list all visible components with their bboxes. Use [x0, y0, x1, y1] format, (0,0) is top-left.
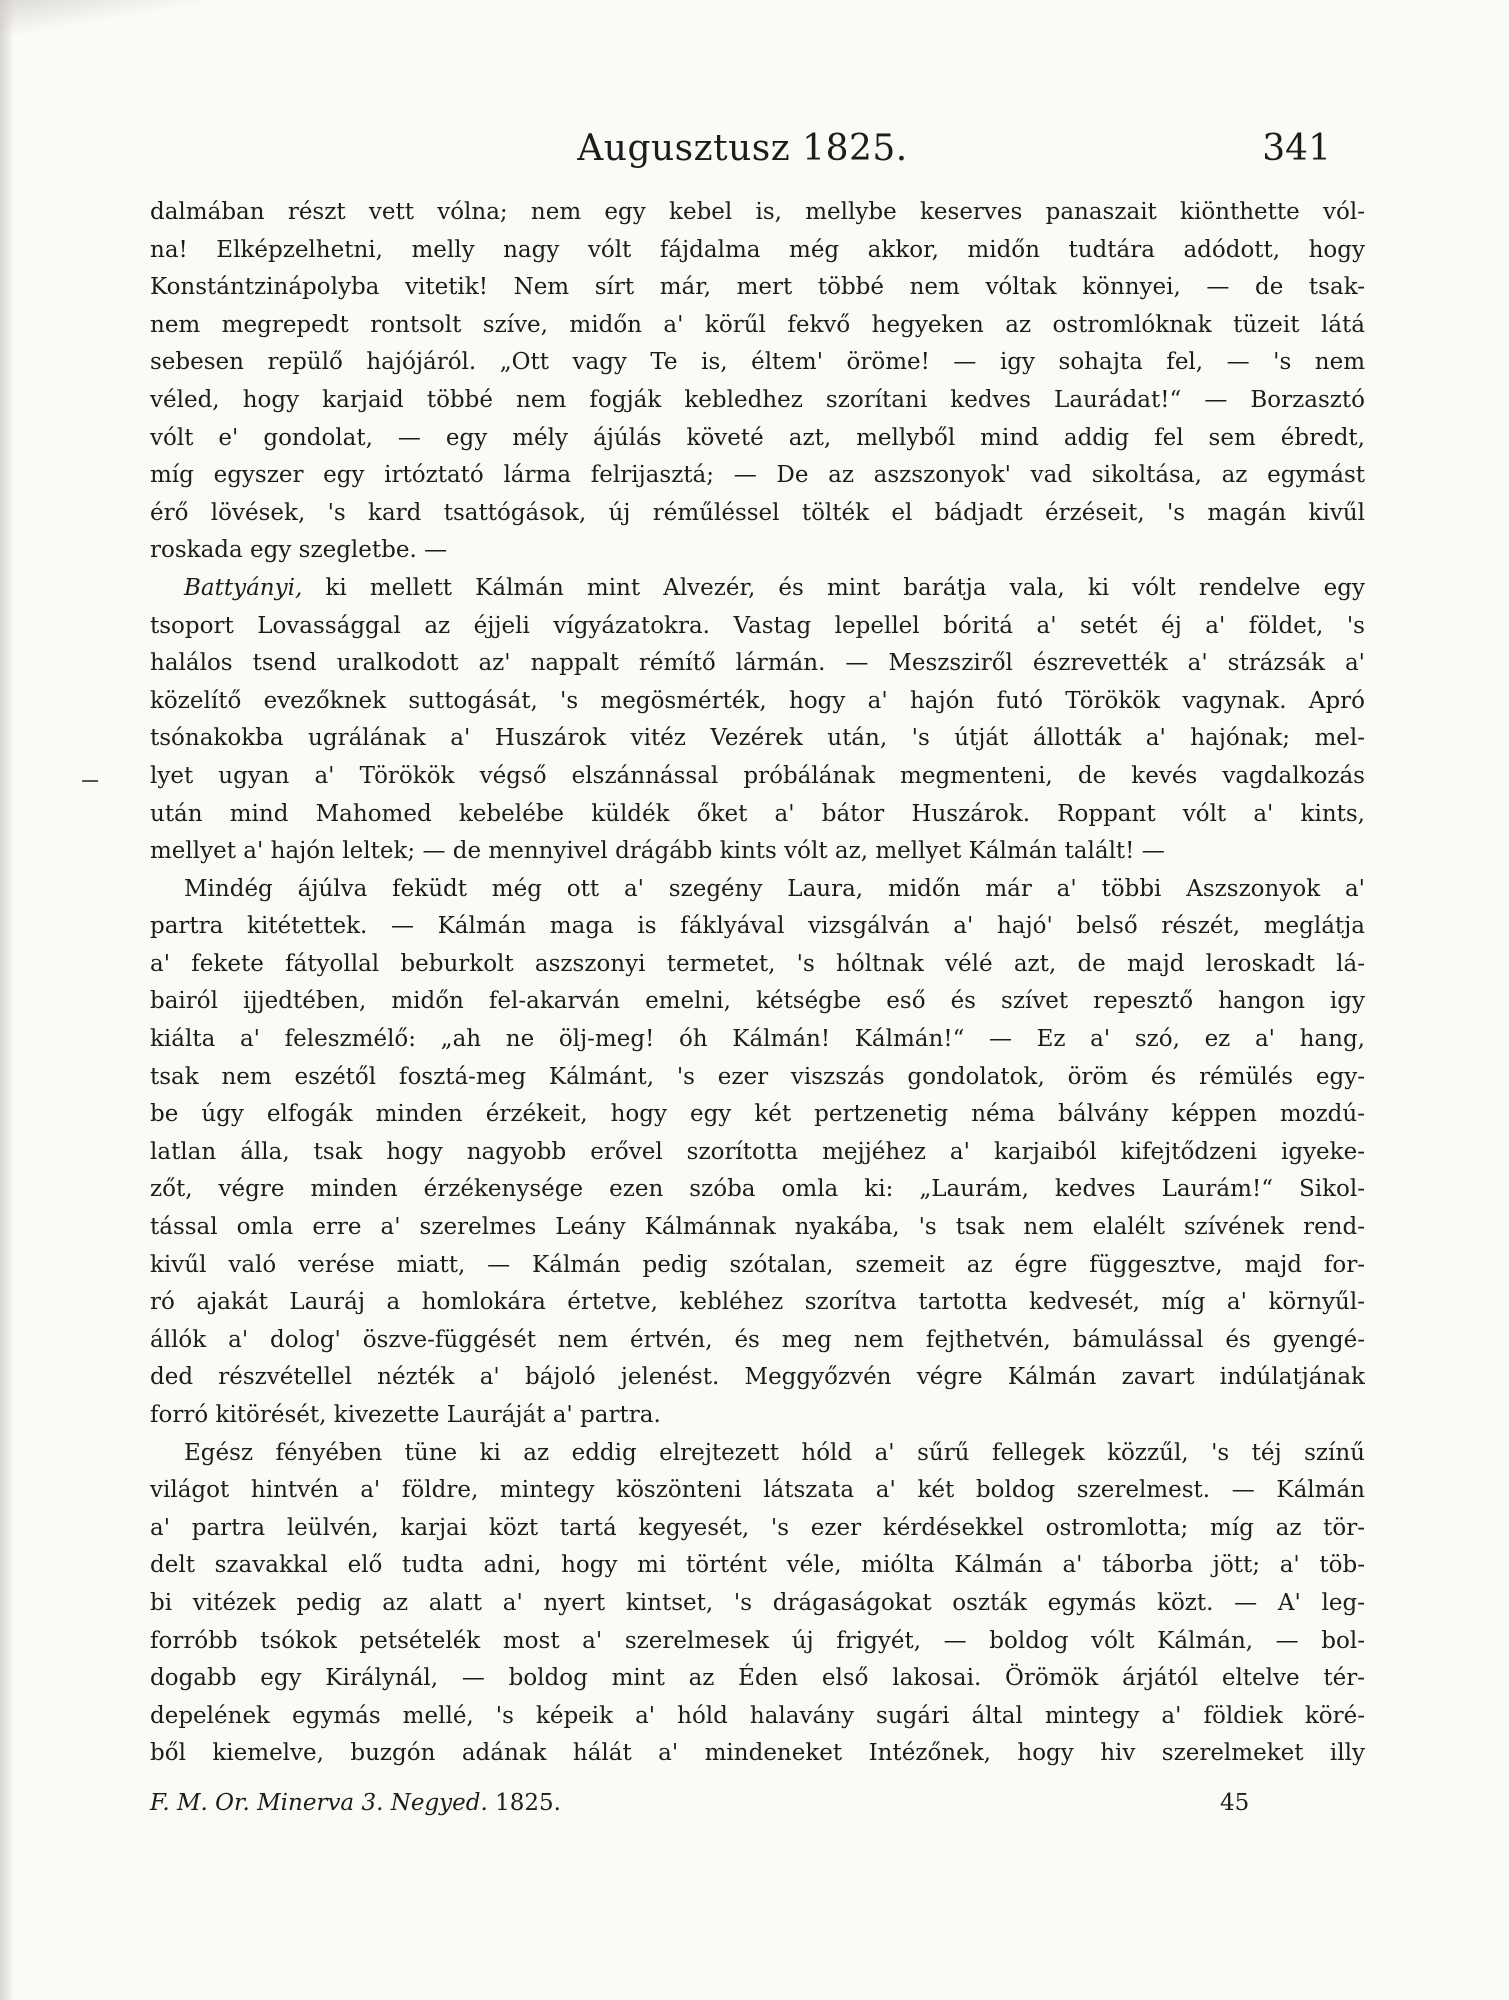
text-line: bairól ijjedtében, midőn fel-akarván emelni, kétségbe eső és szívet repesztő hangon igy	[150, 988, 1365, 1015]
text-line: a' fekete fátyollal beburkolt aszszonyi termetet, 's hóltnak vélé azt, de majd leroskadt lá-	[150, 950, 1365, 977]
text-line: véled, hogy karjaid többé nem fogják kebledhez szorítani kedves Laurádat!“ — Borzasztó	[150, 386, 1365, 413]
text-line: után mind Mahomed kebelébe küldék őket a' bátor Huszárok. Roppant vólt a' kints,	[150, 800, 1365, 827]
text-line: tsoport Lovassággal az éjjeli vígyázatokra. Vastag lepellel bóritá a' setét éj a' földet, 's	[150, 612, 1365, 639]
text-line: forró kitörését, kivezette Lauráját a' partra.	[150, 1402, 661, 1428]
text-line: nem megrepedt rontsolt szíve, midőn a' körűl fekvő hegyeken az ostromlóknak tüzeit látá	[150, 311, 1365, 338]
signature-text: F. M. Or. Minerva 3. Negyed.	[150, 1790, 488, 1816]
page-number: 341	[1262, 128, 1331, 169]
text-line-rest: ki mellett Kálmán mint Alvezér, és mint barátja vala, ki vólt rendelve egy	[325, 574, 1365, 601]
text-line: halálos tsend uralkodott az' nappalt rémítő lármán. — Meszsziről észrevették a' strázsák a'	[150, 650, 1365, 677]
text-line: dogabb egy Királynál, — boldog mint az Éden első lakosai. Örömök árjától eltelve tér-	[150, 1665, 1365, 1692]
text-line: kivűl való verése miatt, — Kálmán pedig szótalan, szemeit az égre függesztve, majd for-	[150, 1251, 1365, 1278]
text-line: tsak nem eszétől fosztá-meg Kálmánt, 's ezer viszszás gondolatok, öröm és rémülés egy-	[150, 1063, 1365, 1090]
text-line: Egész fényében tüne ki az eddig elrejtezett hóld a' sűrű fellegek közzűl, 's téj színű	[184, 1439, 1365, 1466]
text-line: zőt, végre minden érzékenysége ezen szóba omla ki: „Laurám, kedves Laurám!“ Sikol-	[150, 1176, 1365, 1203]
text-line: a' partra leülvén, karjai közt tartá kegyesét, 's ezer kérdésekkel ostromlotta; míg az tör-	[150, 1514, 1365, 1541]
text-line: ró ajakát Lauráj a homlokára értetve, kebléhez szorítva tartotta kedvesét, míg a' környűl-	[150, 1289, 1365, 1316]
margin-mark	[82, 780, 98, 782]
text-line: lyet ugyan a' Törökök végső elszánnással próbálának megmenteni, de kevés vagdalkozás	[150, 762, 1365, 789]
printer-signature	[150, 1790, 561, 1816]
footer-signature-line	[150, 1790, 1335, 1826]
text-line: állók a' dolog' öszve-függését nem értvén, és meg nem fejthetvén, bámulással és gyengé-	[150, 1326, 1365, 1353]
text-body	[150, 194, 1365, 1773]
text-line: depelének egymás mellé, 's képeik a' hóld halavány sugári által mintegy a' földiek köré-	[150, 1702, 1365, 1729]
paragraph-1	[150, 194, 1365, 570]
paragraph-2	[150, 570, 1365, 871]
text-line: latlan álla, tsak hogy nagyobb erővel szorította mejjéhez a' karjaiból kifejtődzeni igyeke-	[150, 1138, 1365, 1165]
text-line: mellyet a' hajón leltek; — de mennyivel drágább kints vólt az, mellyet Kálmán talált! —	[150, 838, 1165, 865]
running-title: Augusztusz 1825.	[577, 128, 908, 169]
text-line: vólt e' gondolat, — egy mély ájúlás követé azt, mellyből mind addig fel sem ébredt,	[150, 424, 1365, 451]
text-line: Mindég ájúlva feküdt még ott a' szegény Laura, midőn már a' többi Aszszonyok a'	[184, 875, 1365, 902]
text-line: érő lövések, 's kard tsattógások, új réműléssel tölték el bádjadt érzéseit, 's magán kivűl	[150, 499, 1365, 526]
text-line: na! Elképzelhetni, melly nagy vólt fájdalma még akkor, midőn tudtára adódott, hogy	[150, 236, 1365, 263]
text-line: ből kiemelve, buzgón adának hálát a' mindeneket Intézőnek, hogy hiv szerelmeket illy	[150, 1740, 1365, 1767]
paragraph-4	[150, 1435, 1365, 1773]
text-line	[150, 570, 1365, 608]
text-line: tással omla erre a' szerelmes Leány Kálmánnak nyakába, 's tsak nem elalélt szívének rend-	[150, 1214, 1365, 1241]
signature-year: 1825.	[495, 1790, 561, 1816]
page-corner-scan-artifact	[0, 0, 220, 60]
text-line: partra kitétettek. — Kálmán maga is fáklyával vizsgálván a' hajó' belső részét, meglátja	[150, 913, 1365, 940]
text-line: kiálta a' feleszmélő: „ah ne ölj-meg! óh Kálmán! Kálmán!“ — Ez a' szó, ez a' hang,	[150, 1026, 1365, 1053]
text-line: delt szavakkal elő tudta adni, hogy mi történt véle, miólta Kálmán a' táborba jött; a' töb-	[150, 1552, 1365, 1579]
text-line: dalmában részt vett vólna; nem egy kebel is, mellybe keserves panaszait kiönthette vól-	[150, 199, 1365, 225]
text-line: közelítő evezőknek suttogását, 's megösmérték, hogy a' hajón futó Törökök vagynak. Apró	[150, 687, 1365, 714]
running-header	[150, 128, 1335, 178]
page-edge-shadow	[0, 0, 14, 2000]
text-line: sebesen repülő hajójáról. „Ott vagy Te is, éltem' öröme! — igy sohajta fel, — 's nem	[150, 349, 1365, 376]
text-line: míg egyszer egy irtóztató lárma felrijasztá; — De az aszszonyok' vad sikoltása, az egymást	[150, 462, 1365, 489]
text-line: bi vitézek pedig az alatt a' nyert kintset, 's drágaságokat oszták egymás közt. — A' leg-	[150, 1589, 1365, 1616]
text-line: Konstántzinápolyba vitetik! Nem sírt már, mert többé nem vóltak könnyei, — de tsak-	[150, 274, 1365, 301]
sheet-number: 45	[1220, 1790, 1250, 1816]
name-battyanyi: Battyányi,	[184, 574, 303, 601]
text-line: ded részvétellel nézték a' bájoló jelenést. Meggyőzvén végre Kálmán zavart indúlatjának	[150, 1364, 1365, 1391]
text-line: forróbb tsókok petsételék most a' szerelmesek új frigyét, — boldog vólt Kálmán, — bol-	[150, 1627, 1365, 1654]
text-line: világot hintvén a' földre, mintegy köszönteni látszata a' két boldog szerelmest. — Kálmán	[150, 1477, 1365, 1504]
text-line: roskada egy szegletbe. —	[150, 537, 448, 564]
text-line: tsónakokba ugrálának a' Huszárok vitéz Vezérek után, 's útját állották a' hajónak; mel-	[150, 725, 1365, 752]
paragraph-3	[150, 871, 1365, 1435]
text-line: be úgy elfogák minden érzékeit, hogy egy két pertzenetig néma bálvány képpen mozdú-	[150, 1101, 1365, 1128]
